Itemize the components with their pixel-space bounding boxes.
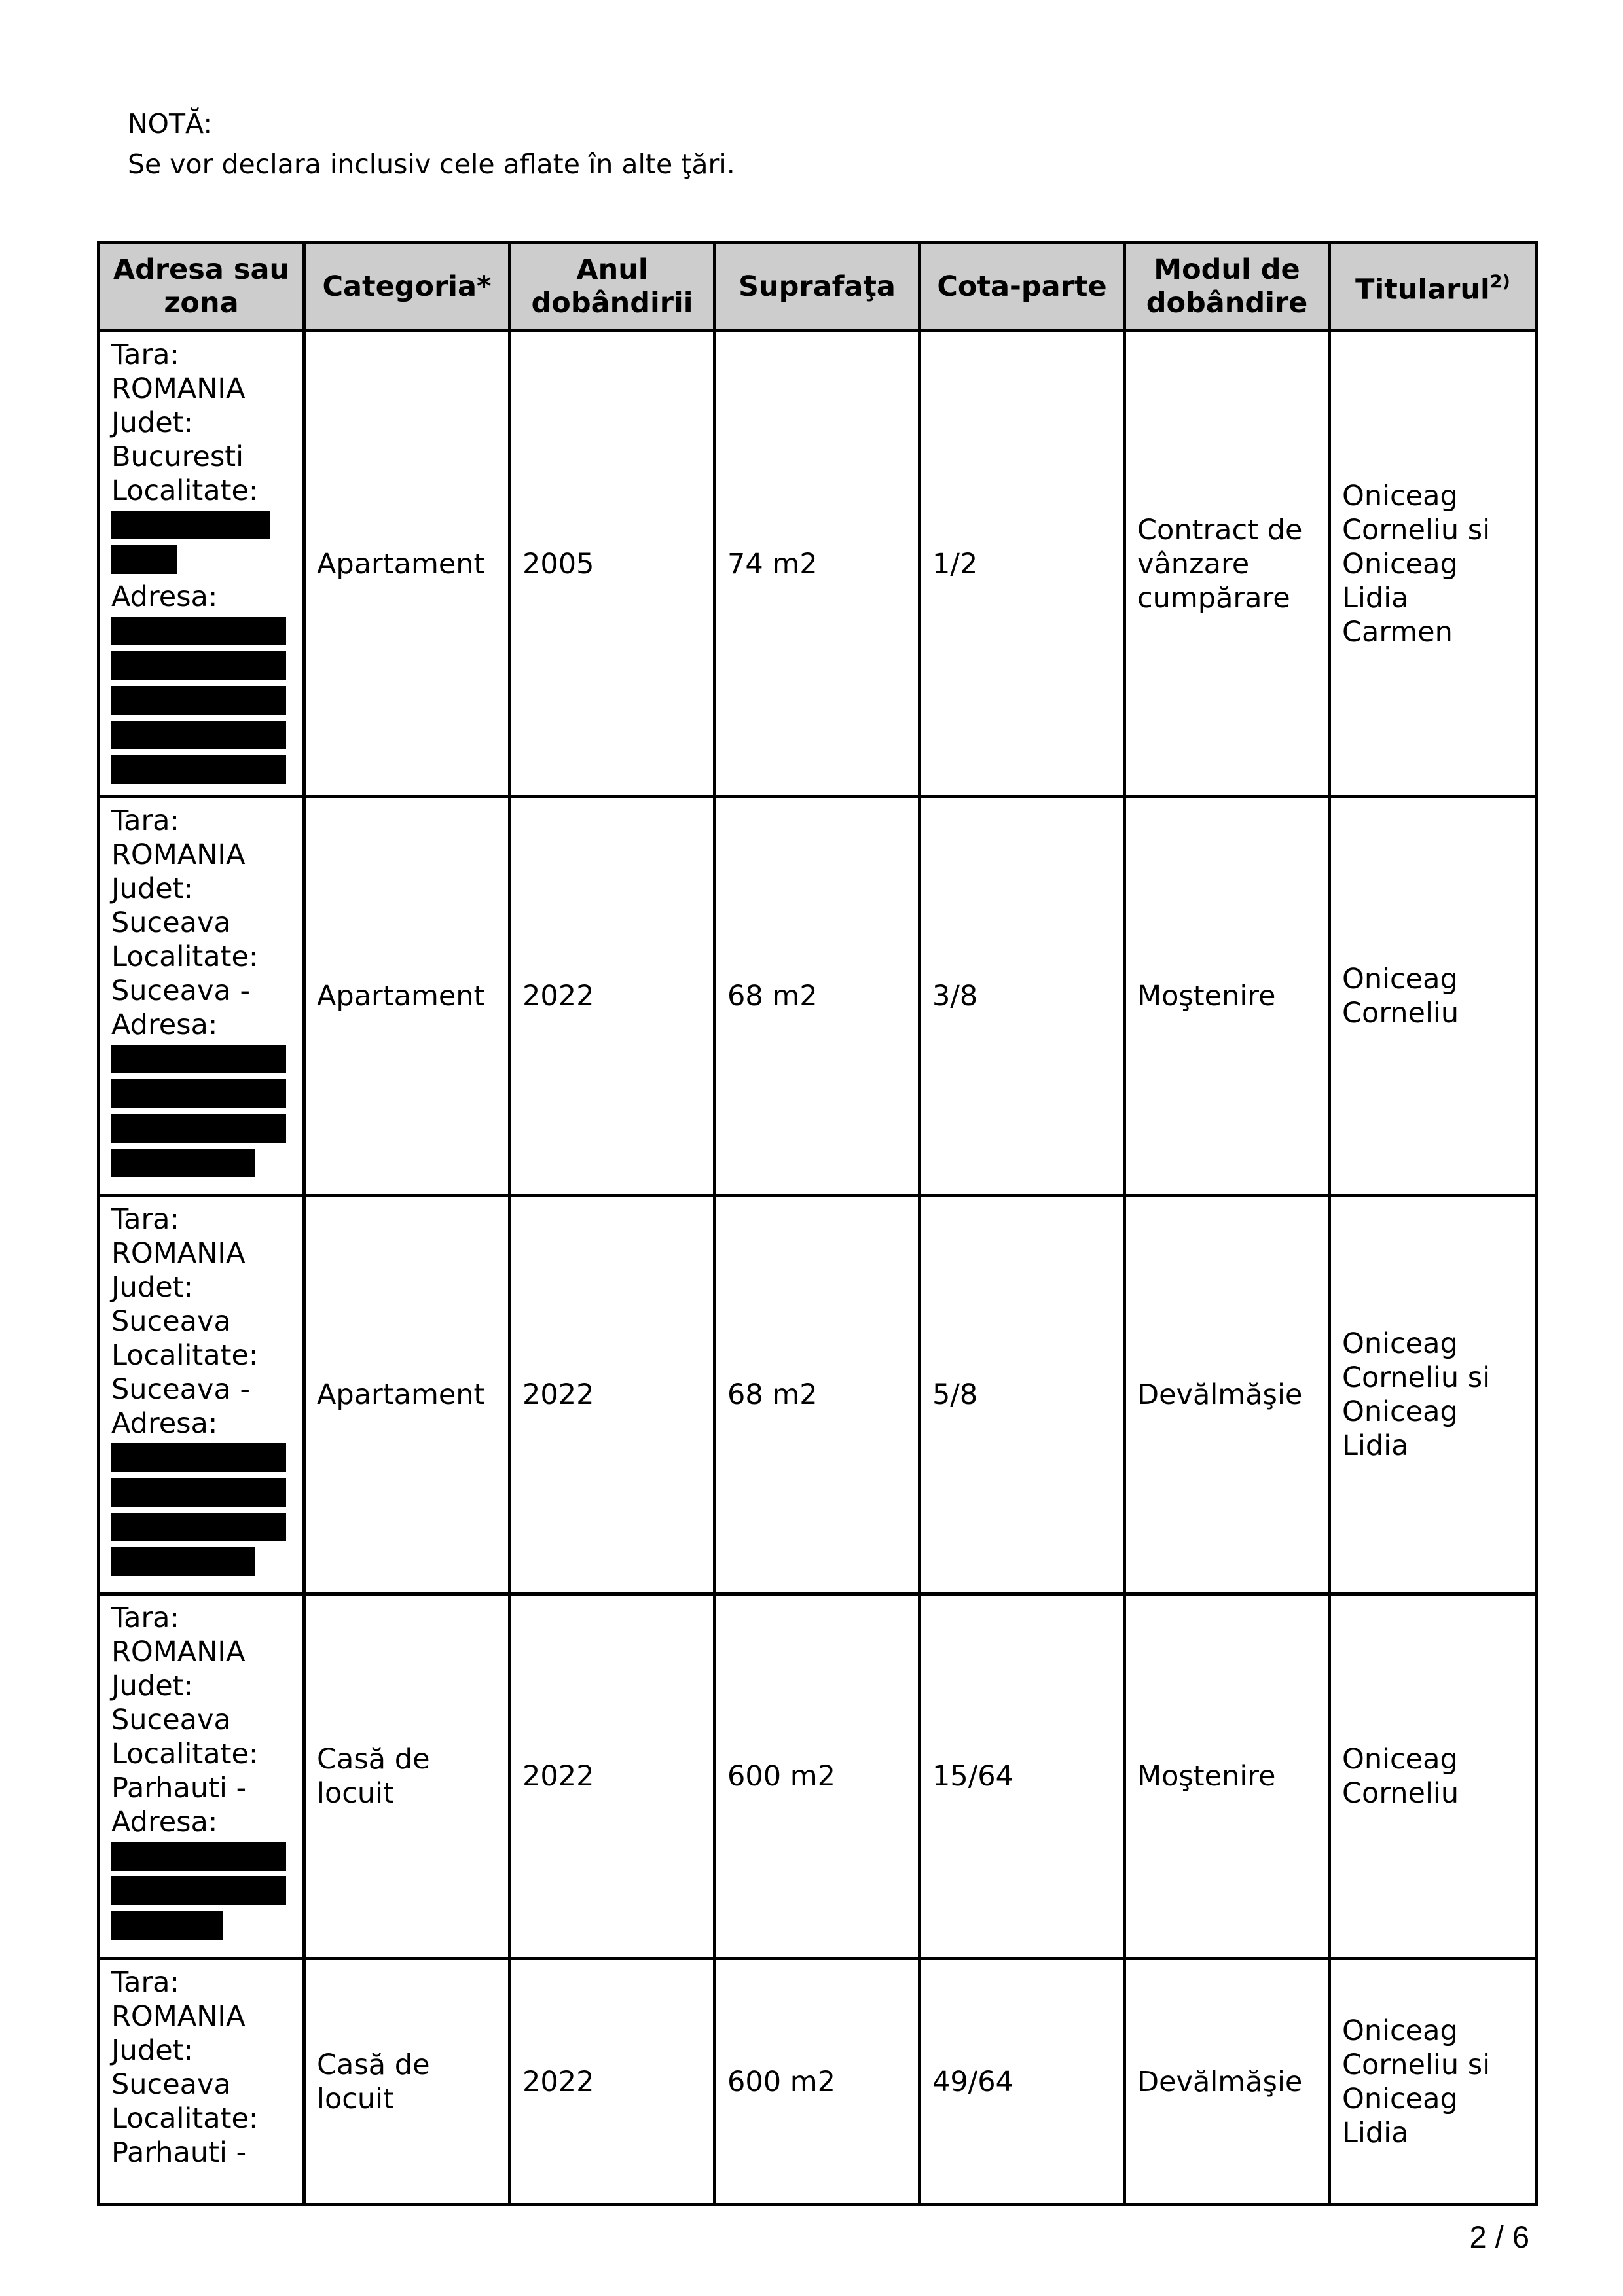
cota-cell: 49/64 [920, 1959, 1125, 2205]
page-number: 2 / 6 [1469, 2219, 1529, 2254]
an-cell: 2022 [510, 1594, 715, 1959]
redaction-bar [111, 686, 286, 715]
note-title: NOTĂ: [128, 108, 213, 139]
an-cell: 2022 [510, 1959, 715, 2205]
suprafata-cell: 600 m2 [715, 1959, 920, 2205]
mod-cell: Devălmăşie [1125, 1196, 1330, 1594]
suprafata-cell: 74 m2 [715, 331, 920, 797]
note-text: Se vor declara inclusiv cele aflate în alte ţări. [128, 149, 735, 180]
redaction-bar [111, 721, 286, 749]
redaction-bar [111, 651, 286, 680]
categorie-cell: Apartament [304, 1196, 510, 1594]
titular-cell: Oniceag Corneliu [1330, 1594, 1537, 1959]
address-cell: Tara: ROMANIA Judet: Suceava Localitate: Suceava - Adresa: [99, 1196, 304, 1594]
table-header-row [99, 243, 1537, 331]
header-categoria: Categoria* [304, 243, 510, 331]
cota-cell: 15/64 [920, 1594, 1125, 1959]
titular-footnote: 2) [1489, 272, 1510, 293]
mod-cell: Moştenire [1125, 1594, 1330, 1959]
cota-cell: 1/2 [920, 331, 1125, 797]
redaction-bar [111, 755, 286, 784]
table-row [99, 1196, 1537, 1594]
titular-cell: Oniceag Corneliu si Oniceag Lidia Carmen [1330, 331, 1537, 797]
categorie-cell: Casă de locuit [304, 1959, 510, 2205]
categorie-cell: Apartament [304, 331, 510, 797]
redaction-bar [111, 1478, 286, 1507]
redaction-bar [111, 1114, 286, 1143]
header-anul: Anul dobândirii [510, 243, 715, 331]
categorie-cell: Apartament [304, 797, 510, 1196]
cota-cell: 3/8 [920, 797, 1125, 1196]
titular-cell: Oniceag Corneliu si Oniceag Lidia [1330, 1196, 1537, 1594]
mod-cell: Devălmăşie [1125, 1959, 1330, 2205]
redaction-bar [111, 1911, 223, 1940]
table-row [99, 797, 1537, 1196]
header-suprafata: Suprafaţa [715, 243, 920, 331]
mod-cell: Moştenire [1125, 797, 1330, 1196]
note-block [128, 103, 735, 185]
header-adresa: Adresa sau zona [99, 243, 304, 331]
redaction-bar [111, 1513, 286, 1541]
address-cell: Tara: ROMANIA Judet: Suceava Localitate: Suceava - Adresa: [99, 797, 304, 1196]
mod-cell: Contract de vânzare cumpărare [1125, 331, 1330, 797]
suprafata-cell: 68 m2 [715, 797, 920, 1196]
an-cell: 2022 [510, 797, 715, 1196]
titular-cell: Oniceag Corneliu [1330, 797, 1537, 1196]
redaction-bar [111, 1547, 255, 1576]
property-table [97, 241, 1538, 2206]
header-cota: Cota-parte [920, 243, 1125, 331]
titular-cell: Oniceag Corneliu si Oniceag Lidia [1330, 1959, 1537, 2205]
redaction-bar [111, 1149, 255, 1177]
table-row [99, 331, 1537, 797]
redaction-bar [111, 1842, 286, 1871]
cota-cell: 5/8 [920, 1196, 1125, 1594]
redaction-bar [111, 1443, 286, 1472]
redaction-bar [111, 1045, 286, 1073]
an-cell: 2022 [510, 1196, 715, 1594]
redaction-bar [111, 1079, 286, 1108]
suprafata-cell: 600 m2 [715, 1594, 920, 1959]
redaction-bar [111, 511, 270, 539]
redaction-bar [111, 1876, 286, 1905]
header-titularul: Titularul$^{2)}$ [1330, 243, 1537, 331]
header-modul: Modul de dobândire [1125, 243, 1330, 331]
address-cell: Tara: ROMANIA Judet: Bucuresti Localitate: Adresa: [99, 331, 304, 797]
redaction-bar [111, 617, 286, 645]
address-cell: Tara: ROMANIA Judet: Suceava Localitate: Parhauti - [99, 1959, 304, 2205]
table-row [99, 1959, 1537, 2205]
an-cell: 2005 [510, 331, 715, 797]
suprafata-cell: 68 m2 [715, 1196, 920, 1594]
table-row [99, 1594, 1537, 1959]
categorie-cell: Casă de locuit [304, 1594, 510, 1959]
address-cell: Tara: ROMANIA Judet: Suceava Localitate: Parhauti - Adresa: [99, 1594, 304, 1959]
redaction-bar [111, 545, 177, 574]
